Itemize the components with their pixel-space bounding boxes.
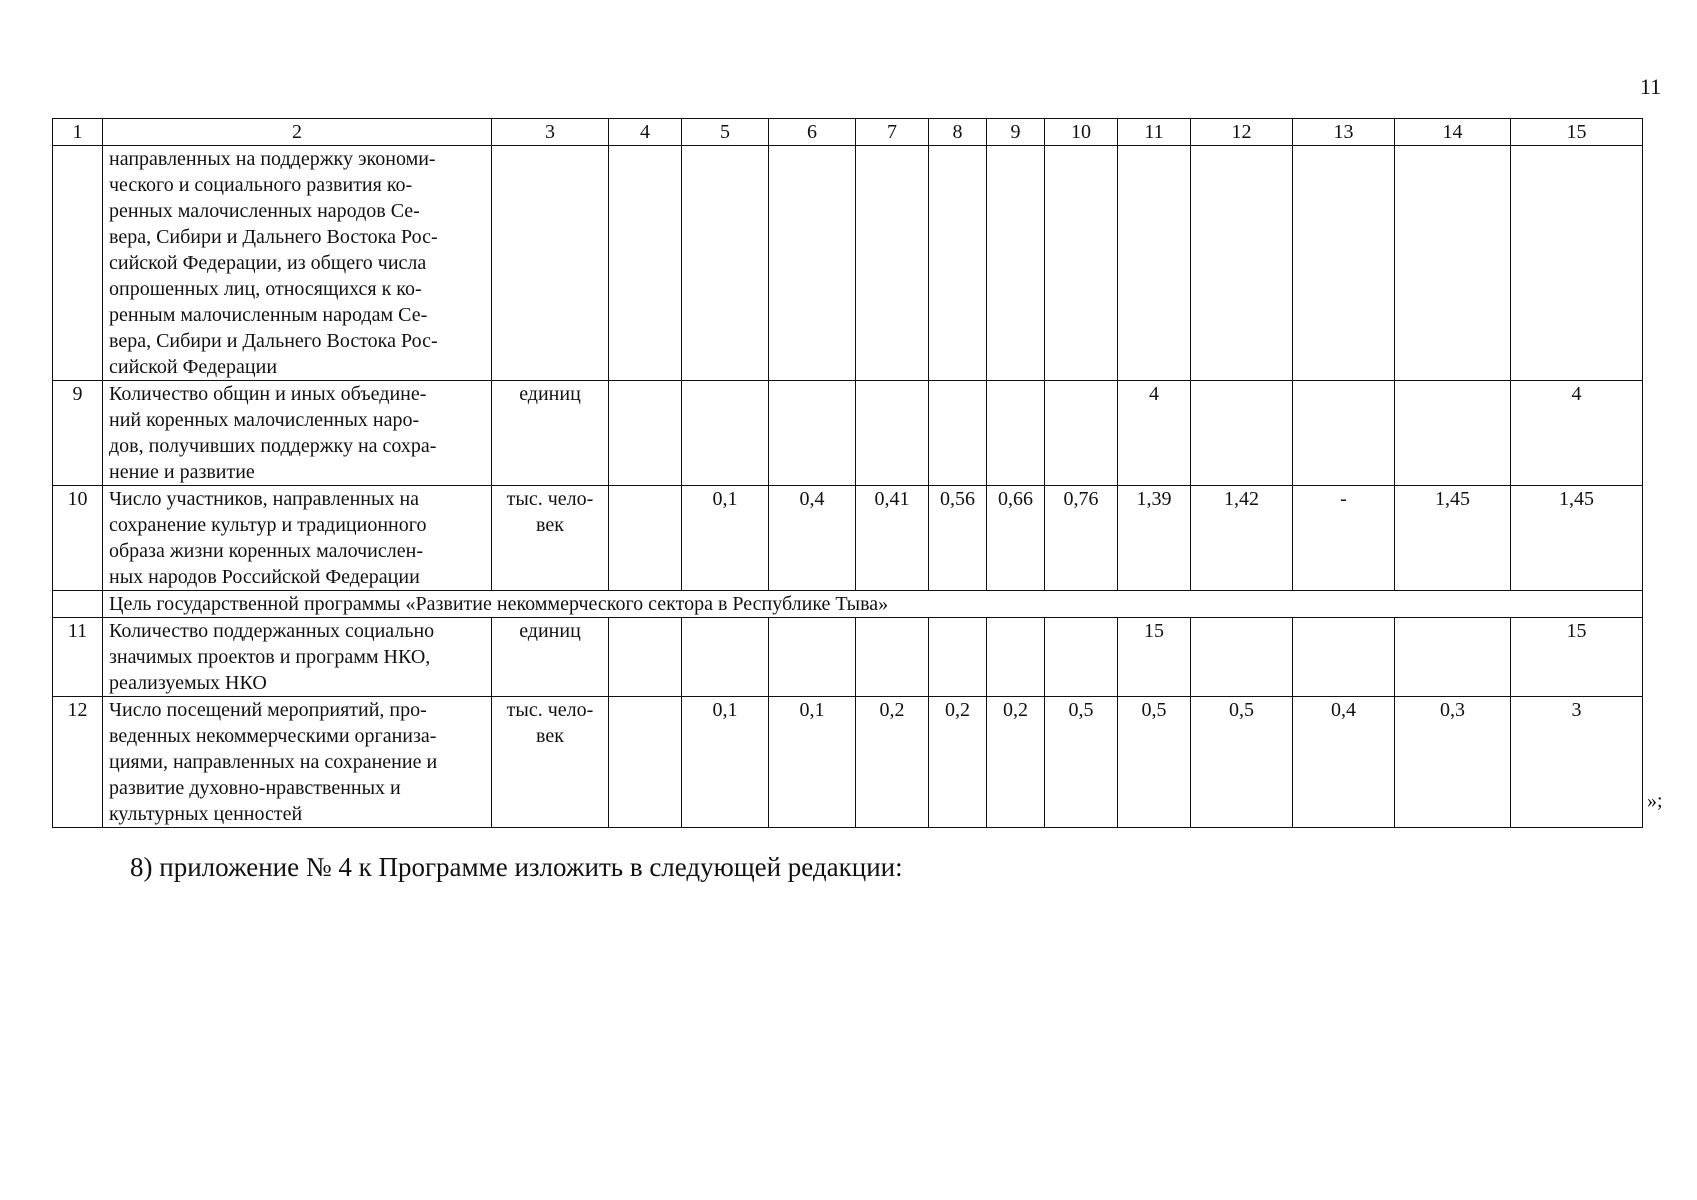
row-value-col-12	[1191, 381, 1293, 486]
row-value-col-8	[929, 618, 987, 697]
row-description: Число посещений мероприятий, про- веденных некоммерческими организа- циями, направленных на сохранение и развитие духовно-нравственных и культурных ценностей	[103, 697, 492, 828]
row-value-col-10	[1045, 381, 1118, 486]
row-number	[53, 146, 103, 381]
row-value-col-10: 0,5	[1045, 697, 1118, 828]
header-col-4: 4	[609, 119, 682, 146]
row-unit: единиц	[492, 381, 609, 486]
table-row	[53, 618, 1643, 697]
row-value-col-7: 0,2	[856, 697, 929, 828]
row-value-col-7	[856, 146, 929, 381]
header-row	[53, 119, 1643, 146]
table-row	[53, 697, 1643, 828]
instruction-text: 8) приложение № 4 к Программе изложить в следующей редакции:	[130, 852, 903, 882]
row-value-col-12: 0,5	[1191, 697, 1293, 828]
row-value-col-10	[1045, 618, 1118, 697]
goal-row	[53, 591, 1643, 618]
row-value-col-12: 1,42	[1191, 486, 1293, 591]
row-value-col-8	[929, 146, 987, 381]
row-description: Количество общин и иных объедине- ний коренных малочисленных наро- дов, получивших поддержку на сохра- нение и развитие	[103, 381, 492, 486]
row-value-col-7	[856, 618, 929, 697]
table-row	[53, 146, 1643, 381]
row-value-col-14	[1395, 618, 1511, 697]
closing-quote: »;	[1647, 790, 1663, 812]
row-value-col-9: 0,2	[987, 697, 1045, 828]
row-value-col-5: 0,1	[682, 697, 769, 828]
goal-row-number	[53, 591, 103, 618]
row-value-col-10	[1045, 146, 1118, 381]
row-value-col-8: 0,2	[929, 697, 987, 828]
row-value-col-10: 0,76	[1045, 486, 1118, 591]
row-value-col-7	[856, 381, 929, 486]
row-value-col-15: 4	[1511, 381, 1643, 486]
row-unit: тыс. чело- век	[492, 697, 609, 828]
row-value-col-9: 0,66	[987, 486, 1045, 591]
row-value-col-15: 3	[1511, 697, 1643, 828]
row-value-col-6	[769, 146, 856, 381]
indicators-table	[52, 118, 1643, 828]
row-value-col-4	[609, 146, 682, 381]
row-value-col-8: 0,56	[929, 486, 987, 591]
row-value-col-14: 0,3	[1395, 697, 1511, 828]
header-col-15: 15	[1511, 119, 1643, 146]
row-value-col-6	[769, 618, 856, 697]
header-col-7: 7	[856, 119, 929, 146]
row-value-col-13	[1293, 146, 1395, 381]
header-col-5: 5	[682, 119, 769, 146]
header-col-9: 9	[987, 119, 1045, 146]
header-col-1: 1	[53, 119, 103, 146]
row-value-col-14	[1395, 381, 1511, 486]
row-description: направленных на поддержку экономи- ческого и социального развития ко- ренных малочисленных народов Се- вера, Сибири и Дальнего Востока Рос- сийской Федерации, из общего числа опрошенных лиц, относящихся к ко- ренным малочисленным народам Се- вера, Сибири и Дальнего Востока Рос- сийской Федерации	[103, 146, 492, 381]
row-number: 11	[53, 618, 103, 697]
row-value-col-4	[609, 381, 682, 486]
row-value-col-11: 15	[1118, 618, 1191, 697]
table-row	[53, 486, 1643, 591]
row-value-col-9	[987, 146, 1045, 381]
row-unit	[492, 146, 609, 381]
row-value-col-15	[1511, 146, 1643, 381]
row-value-col-7: 0,41	[856, 486, 929, 591]
row-value-col-4	[609, 618, 682, 697]
row-value-col-5	[682, 618, 769, 697]
row-value-col-4	[609, 697, 682, 828]
row-value-col-12	[1191, 618, 1293, 697]
page-number: 11	[1640, 74, 1662, 99]
row-number: 9	[53, 381, 103, 486]
row-value-col-13: -	[1293, 486, 1395, 591]
header-col-3: 3	[492, 119, 609, 146]
row-value-col-11: 0,5	[1118, 697, 1191, 828]
row-unit: единиц	[492, 618, 609, 697]
row-description: Количество поддержанных социально значимых проектов и программ НКО, реализуемых НКО	[103, 618, 492, 697]
row-value-col-5	[682, 381, 769, 486]
row-value-col-6	[769, 381, 856, 486]
header-col-12: 12	[1191, 119, 1293, 146]
row-value-col-11: 4	[1118, 381, 1191, 486]
row-value-col-5	[682, 146, 769, 381]
row-value-col-11	[1118, 146, 1191, 381]
header-col-10: 10	[1045, 119, 1118, 146]
row-value-col-12	[1191, 146, 1293, 381]
row-value-col-6: 0,4	[769, 486, 856, 591]
row-number: 10	[53, 486, 103, 591]
row-value-col-6: 0,1	[769, 697, 856, 828]
header-col-2: 2	[103, 119, 492, 146]
row-value-col-11: 1,39	[1118, 486, 1191, 591]
header-col-14: 14	[1395, 119, 1511, 146]
row-description: Число участников, направленных на сохранение культур и традиционного образа жизни коренных малочислен- ных народов Российской Федерации	[103, 486, 492, 591]
row-value-col-5: 0,1	[682, 486, 769, 591]
row-value-col-9	[987, 381, 1045, 486]
row-value-col-13: 0,4	[1293, 697, 1395, 828]
goal-text: Цель государственной программы «Развитие некоммерческого сектора в Республике Тыва»	[103, 591, 1643, 618]
row-value-col-8	[929, 381, 987, 486]
header-col-6: 6	[769, 119, 856, 146]
row-value-col-9	[987, 618, 1045, 697]
row-value-col-13	[1293, 381, 1395, 486]
row-value-col-15: 15	[1511, 618, 1643, 697]
row-value-col-13	[1293, 618, 1395, 697]
header-col-11: 11	[1118, 119, 1191, 146]
row-value-col-4	[609, 486, 682, 591]
row-value-col-14: 1,45	[1395, 486, 1511, 591]
header-col-13: 13	[1293, 119, 1395, 146]
table-body	[53, 146, 1643, 828]
header-col-8: 8	[929, 119, 987, 146]
table-row	[53, 381, 1643, 486]
row-value-col-15: 1,45	[1511, 486, 1643, 591]
row-number: 12	[53, 697, 103, 828]
row-unit: тыс. чело- век	[492, 486, 609, 591]
row-value-col-14	[1395, 146, 1511, 381]
